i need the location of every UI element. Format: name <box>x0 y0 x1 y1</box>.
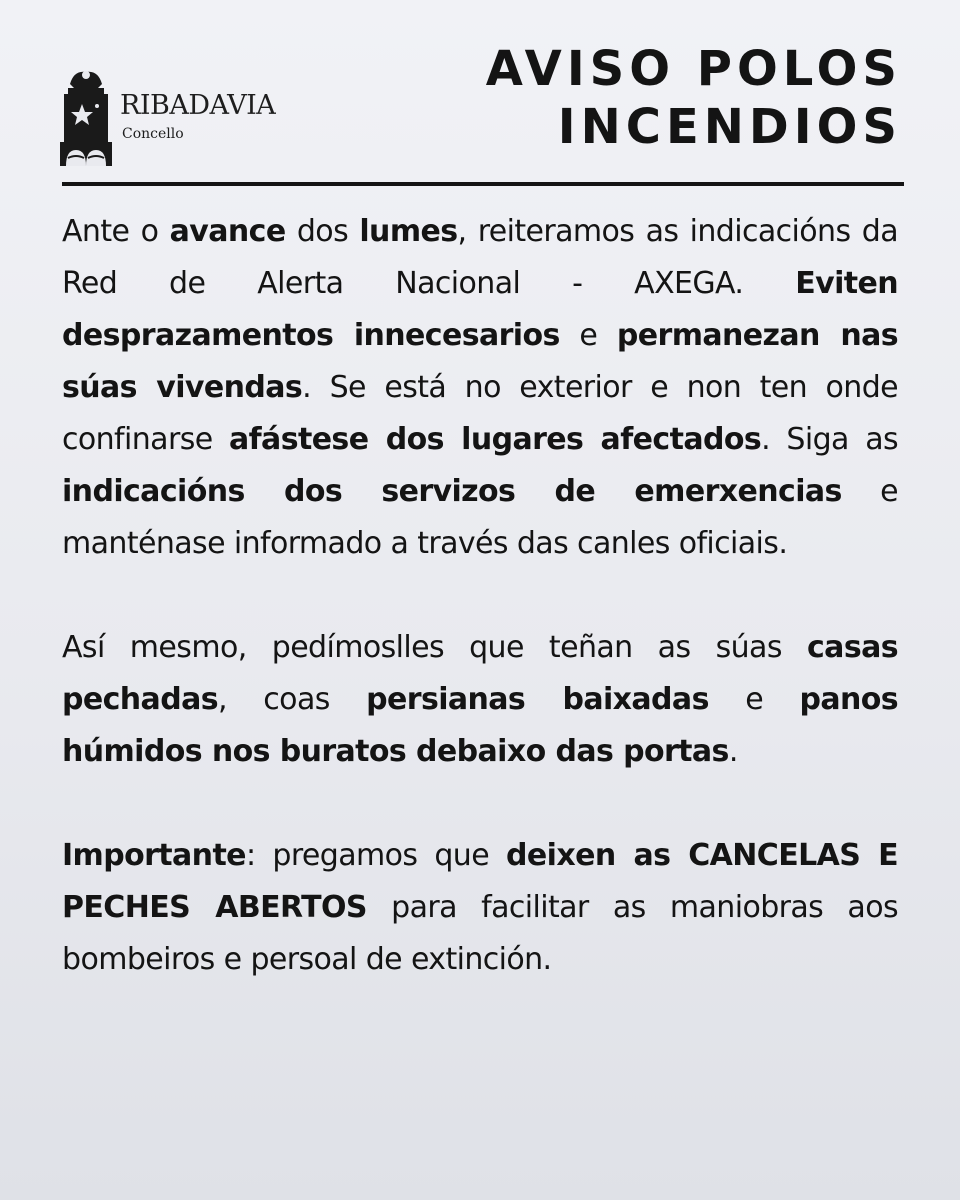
body-text: para facilitar as maniobras aos bombeiros e persoal de extinción. <box>62 890 898 977</box>
body-text: . Siga as <box>761 422 899 457</box>
body-text: e <box>559 318 617 353</box>
emphasis-text: afástese dos lugares afectados <box>228 422 762 457</box>
body-text: , reiteramos as indicacións da Red de Alerta Nacional - AXEGA. <box>62 214 898 301</box>
emphasis-text: permanezan nas súas vivendas <box>62 318 899 405</box>
body-text: e manténase informado a través das canles oficiais. <box>62 474 898 561</box>
emphasis-text: avance <box>169 214 286 249</box>
body-text: Así mesmo, pedímoslles que teñan as súas <box>62 630 807 665</box>
emphasis-text: indicacións dos servizos de emerxencias <box>62 474 842 509</box>
paragraph-2 <box>62 622 898 778</box>
emphasis-text: lumes <box>359 214 458 249</box>
body-text: . <box>728 734 738 769</box>
emphasis-text: Eviten desprazamentos innecesarios <box>62 266 898 353</box>
logo <box>58 66 276 170</box>
title-line-1: AVISO POLOS <box>485 41 902 97</box>
body-text: Ante o <box>62 214 170 249</box>
page-title <box>382 40 902 156</box>
emphasis-text: deixen as CANCELAS E PECHES ABERTOS <box>62 838 898 925</box>
body-text: : pregamos que <box>245 838 507 873</box>
body-text: dos <box>285 214 360 249</box>
body-text: , coas <box>217 682 367 717</box>
body-text: . Se está no exterior e non ten onde confinarse <box>62 370 898 457</box>
logo-name: RIBADAVIA <box>120 90 276 121</box>
emphasis-text: persianas baixadas <box>366 682 709 717</box>
logo-subtitle: Concello <box>122 126 184 142</box>
paragraph-3 <box>62 830 898 986</box>
emphasis-text: panos húmidos nos buratos debaixo das portas <box>62 682 898 769</box>
notice-body <box>62 206 898 1038</box>
emphasis-text: casas pechadas <box>62 630 898 717</box>
castle-tower-icon <box>58 66 114 170</box>
body-text: e <box>708 682 800 717</box>
divider <box>62 182 904 186</box>
paragraph-1 <box>62 206 898 570</box>
title-line-2: INCENDIOS <box>557 99 902 155</box>
emphasis-text: Importante <box>62 838 246 873</box>
